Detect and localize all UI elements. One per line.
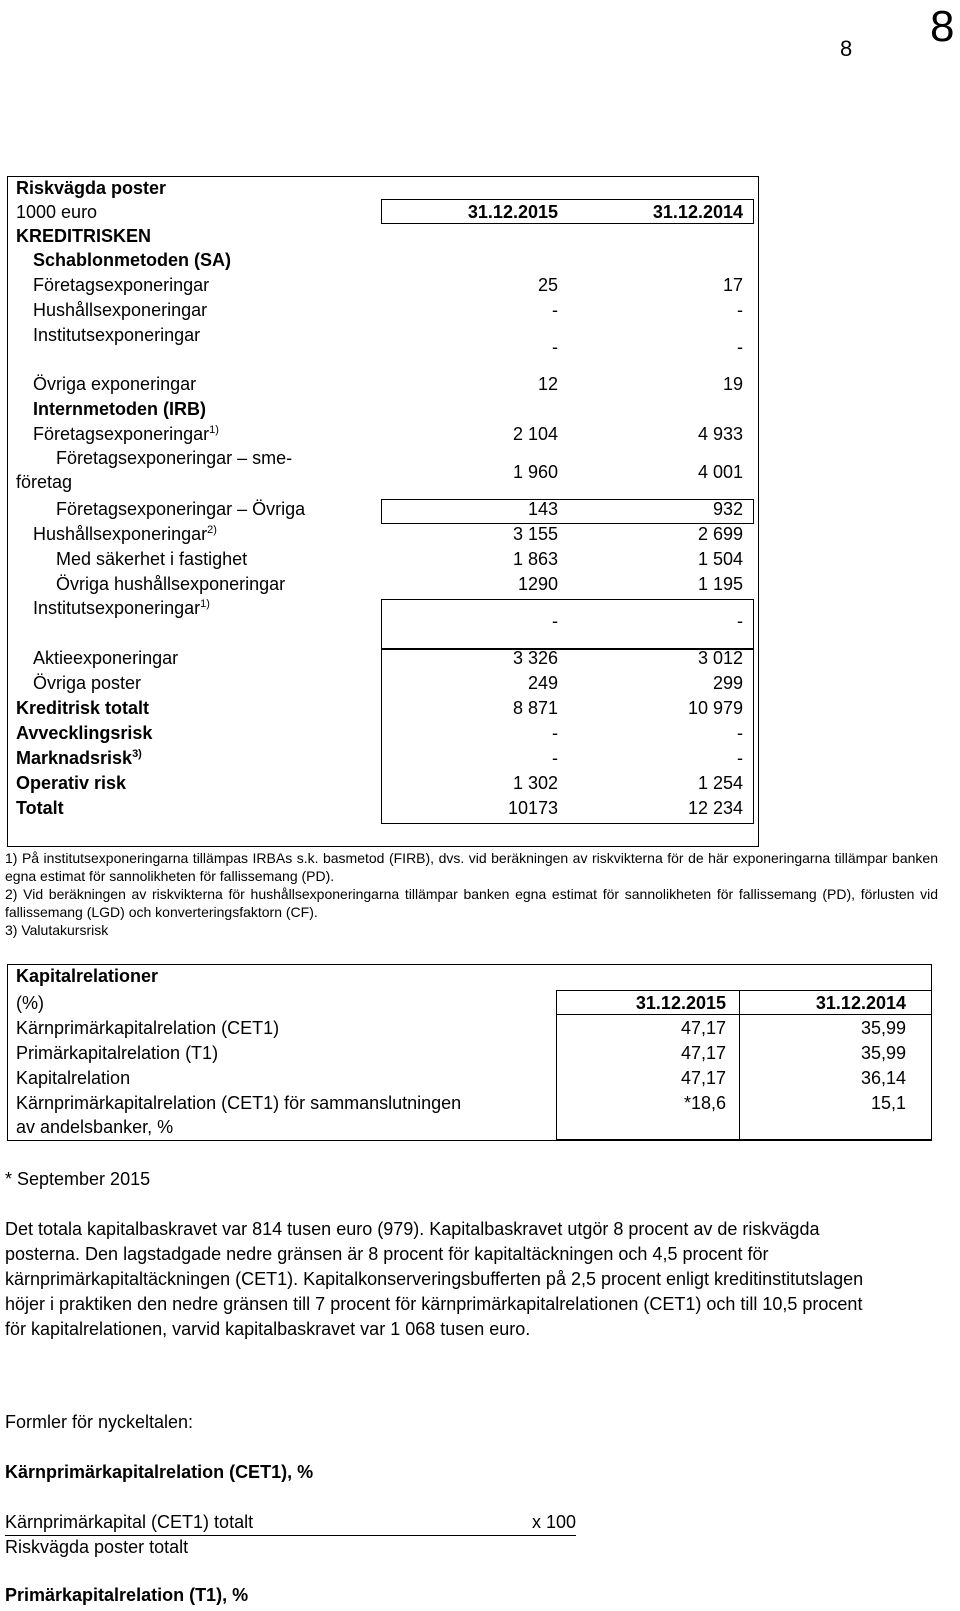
cell-box bbox=[381, 499, 754, 524]
formulas-heading: Formler för nyckeltalen: bbox=[5, 1412, 194, 1432]
section-standard-method: Schablonmetoden (SA) bbox=[33, 250, 232, 270]
page-number-large: 8 bbox=[930, 2, 955, 51]
footnote-2: 2) Vid beräkningen av riskvikterna för hushållsexponeringarna tillämpar banken egna estimat för sannolikheten för fallissemang (PD), förlusten vid fallissemang (LGD) och konverteringsfaktorn (CF). bbox=[5, 886, 938, 920]
unit-label: 1000 euro bbox=[16, 202, 98, 222]
capital-requirement-paragraph: Det totala kapitalbaskravet var 814 tusen euro (979). Kapitalbaskravet utgör 8 procent av de riskvägda posterna. Den lagstadgade nedre gränsen är 8 procent för kapitaltäckningen och 4,5 procent för kärnprimärkapitaltäckningen (CET1). Kapitalkonserveringsbufferten på 2,5 procent enligt kreditinstitutslagen höjer i praktiken den nedre gränsen till 7 procent för kärnprimärkapitalrelationen (CET1) och till 10,5 procent för kapitalrelationen, varvid kapitalbaskravet var 1 068 tusen euro. bbox=[5, 1219, 864, 1339]
september-note: * September 2015 bbox=[5, 1169, 151, 1189]
column-header-2014: 31.12.2014 bbox=[815, 993, 906, 1013]
footnote-3: 3) Valutakursrisk bbox=[5, 922, 109, 938]
footnote-1: 1) På institutsexponeringarna tillämpas IRBAs s.k. basmetod (FIRB), dvs. vid beräkningen av riskvikterna för de här exponeringarna tillämpar banken egna estimat för sannolikheten för fallissemang (PD). bbox=[5, 850, 938, 884]
cet1-formula-title: Kärnprimärkapitalrelation (CET1), % bbox=[5, 1462, 314, 1482]
t1-formula-title: Primärkapitalrelation (T1), % bbox=[5, 1585, 249, 1605]
cell-box bbox=[381, 599, 754, 649]
risk-weighted-items-table: Riskvägda poster 1000 euro 31.12.2015 31.12.2014 KREDITRISKEN Schablonmetoden (SA) Företagsexponeringar 25 17 Hushållsexponeringar - - Institutsexponeringar - - Övriga exponeringar 12 19 Internmetoden (IRB) Företagsexponeringar$^{1)}$ 2 104 4 933 Företagsexponeringar – sme- företag 1 960 4 001 Företagsexponeringar – Övriga 143 932 Hushållsexponeringar$^{2)}$ 3 155 2 699 Med säkerhet i fastighet 1 863 1 504 Övriga hushållsexponeringar 1290 1 195 Institutsexponeringar$^{1)}$ - - Aktieexponeringar 3 326 3 012 Övriga poster 249 299 Kreditrisk totalt 8 871 10 979 Avvecklingsrisk - - Marknadsrisk$^{3)}$ - - Operativ risk 1 302 1 254 Totalt 10173 12 234 bbox=[7, 176, 759, 847]
table-title: Riskvägda poster bbox=[16, 178, 167, 198]
column-header-2015: 31.12.2015 bbox=[467, 202, 558, 222]
multiplier-text: x 100 bbox=[531, 1512, 576, 1532]
numerator-text: Kärnprimärkapital (CET1) totalt bbox=[5, 1512, 254, 1532]
cet1-formula-denominator: Riskvägda poster totalt bbox=[5, 1537, 189, 1557]
column-header-2014: 31.12.2014 bbox=[652, 202, 743, 222]
section-internal-method: Internmetoden (IRB) bbox=[33, 399, 206, 419]
cet1-formula-numerator bbox=[5, 1510, 585, 1536]
page-number-small: 8 bbox=[840, 36, 853, 61]
capital-ratios-table: Kapitalrelationer (%) 31.12.2015 31.12.2014 Kärnprimärkapitalrelation (CET1) 47,17 35,99 Primärkapitalrelation (T1) 47,17 35,99 Kapitalrelation 47,17 36,14 Kärnprimärkapitalrelation (CET1) för sammanslutningen *18,6 15,1 av andelsbanker, % bbox=[7, 964, 932, 1141]
unit-label: (%) bbox=[16, 993, 44, 1013]
section-credit-risk: KREDITRISKEN bbox=[16, 226, 152, 246]
column-header-2015: 31.12.2015 bbox=[635, 993, 726, 1013]
table-title: Kapitalrelationer bbox=[16, 966, 159, 986]
